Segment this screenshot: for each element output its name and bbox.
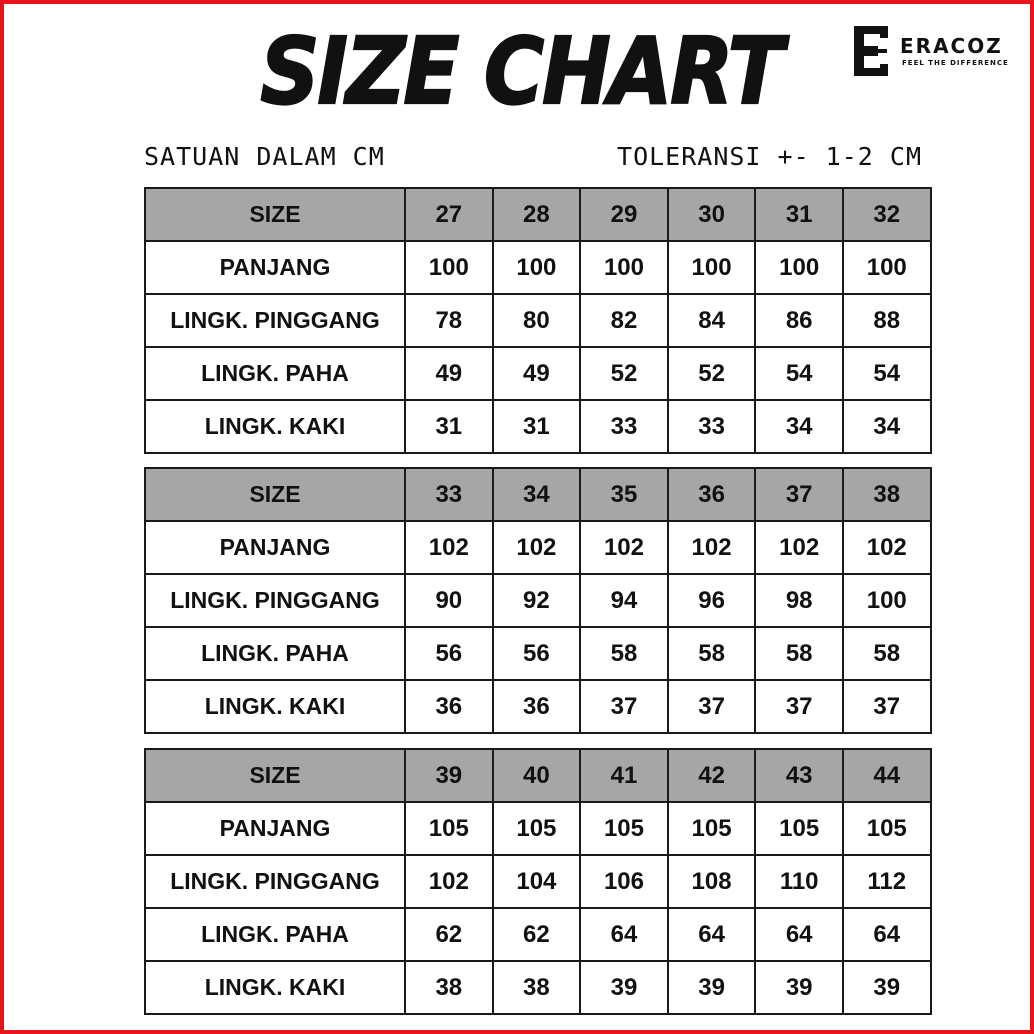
measurement-cell: 90: [405, 574, 493, 627]
measurement-cell: 102: [843, 521, 931, 574]
size-header-cell: 42: [668, 749, 756, 802]
measurement-cell: 100: [755, 241, 843, 294]
size-header-cell: 39: [405, 749, 493, 802]
measurement-cell: 56: [493, 627, 581, 680]
row-label: LINGK. KAKI: [145, 961, 405, 1014]
size-header-cell: 38: [843, 468, 931, 521]
measurement-cell: 64: [580, 908, 668, 961]
measurement-cell: 98: [755, 574, 843, 627]
measurement-cell: 54: [755, 347, 843, 400]
table-row: [145, 400, 931, 453]
page-title: SIZE CHART: [260, 19, 782, 126]
size-header-cell: 41: [580, 749, 668, 802]
table-header-row: [145, 468, 931, 521]
table-row: [145, 521, 931, 574]
measurement-cell: 100: [843, 241, 931, 294]
measurement-cell: 62: [405, 908, 493, 961]
table-row: [145, 627, 931, 680]
size-header-cell: 30: [668, 188, 756, 241]
unit-note: SATUAN DALAM CM: [144, 142, 385, 171]
size-header-cell: 43: [755, 749, 843, 802]
measurement-cell: 49: [493, 347, 581, 400]
measurement-cell: 52: [668, 347, 756, 400]
measurement-cell: 34: [843, 400, 931, 453]
row-label: LINGK. PAHA: [145, 908, 405, 961]
measurement-cell: 58: [580, 627, 668, 680]
measurement-cell: 37: [755, 680, 843, 733]
measurement-cell: 37: [843, 680, 931, 733]
size-header-cell: 31: [755, 188, 843, 241]
measurement-cell: 56: [405, 627, 493, 680]
row-label: SIZE: [145, 188, 405, 241]
size-header-cell: 44: [843, 749, 931, 802]
brand-name: ERACOZ: [900, 34, 1003, 58]
size-header-cell: 33: [405, 468, 493, 521]
row-label: LINGK. PAHA: [145, 347, 405, 400]
row-label: LINGK. KAKI: [145, 680, 405, 733]
measurement-cell: 104: [493, 855, 581, 908]
table-row: [145, 855, 931, 908]
measurement-cell: 102: [755, 521, 843, 574]
measurement-cell: 102: [668, 521, 756, 574]
size-header-cell: 27: [405, 188, 493, 241]
table-header-row: [145, 749, 931, 802]
brand-tagline: FEEL THE DIFFERENCE: [902, 59, 1009, 67]
measurement-cell: 86: [755, 294, 843, 347]
table-row: [145, 294, 931, 347]
measurement-cell: 100: [668, 241, 756, 294]
measurement-cell: 38: [493, 961, 581, 1014]
measurement-cell: 49: [405, 347, 493, 400]
row-label: PANJANG: [145, 802, 405, 855]
row-label: LINGK. PAHA: [145, 627, 405, 680]
brand-logo: [850, 22, 1030, 84]
measurement-cell: 112: [843, 855, 931, 908]
measurement-cell: 94: [580, 574, 668, 627]
measurement-cell: 38: [405, 961, 493, 1014]
measurement-cell: 80: [493, 294, 581, 347]
row-label: LINGK. PINGGANG: [145, 294, 405, 347]
row-label: PANJANG: [145, 241, 405, 294]
measurement-cell: 100: [843, 574, 931, 627]
measurement-cell: 37: [580, 680, 668, 733]
measurement-cell: 106: [580, 855, 668, 908]
row-label: SIZE: [145, 749, 405, 802]
measurement-cell: 34: [755, 400, 843, 453]
measurement-cell: 31: [493, 400, 581, 453]
measurement-cell: 108: [668, 855, 756, 908]
measurement-cell: 52: [580, 347, 668, 400]
measurement-cell: 100: [493, 241, 581, 294]
measurement-cell: 31: [405, 400, 493, 453]
measurement-cell: 54: [843, 347, 931, 400]
measurement-cell: 105: [668, 802, 756, 855]
table-row: [145, 908, 931, 961]
measurement-cell: 92: [493, 574, 581, 627]
measurement-cell: 102: [493, 521, 581, 574]
table-row: [145, 574, 931, 627]
table-row: [145, 680, 931, 733]
row-label: LINGK. PINGGANG: [145, 855, 405, 908]
measurement-cell: 78: [405, 294, 493, 347]
measurement-cell: 33: [580, 400, 668, 453]
measurement-cell: 102: [405, 855, 493, 908]
size-header-cell: 29: [580, 188, 668, 241]
table-row: [145, 802, 931, 855]
table-row: [145, 347, 931, 400]
size-table-2: [144, 467, 932, 734]
row-label: LINGK. PINGGANG: [145, 574, 405, 627]
measurement-cell: 105: [493, 802, 581, 855]
measurement-cell: 102: [405, 521, 493, 574]
measurement-cell: 102: [580, 521, 668, 574]
measurement-cell: 105: [580, 802, 668, 855]
measurement-cell: 39: [668, 961, 756, 1014]
table-header-row: [145, 188, 931, 241]
measurement-cell: 82: [580, 294, 668, 347]
brand-logo-icon: [850, 22, 892, 80]
measurement-cell: 64: [843, 908, 931, 961]
measurement-cell: 105: [843, 802, 931, 855]
measurement-cell: 58: [843, 627, 931, 680]
table-row: [145, 241, 931, 294]
size-header-cell: 28: [493, 188, 581, 241]
measurement-cell: 64: [668, 908, 756, 961]
row-label: LINGK. KAKI: [145, 400, 405, 453]
size-header-cell: 40: [493, 749, 581, 802]
measurement-cell: 100: [405, 241, 493, 294]
measurement-cell: 37: [668, 680, 756, 733]
measurement-cell: 105: [405, 802, 493, 855]
measurement-cell: 64: [755, 908, 843, 961]
measurement-cell: 105: [755, 802, 843, 855]
measurement-cell: 39: [580, 961, 668, 1014]
measurement-cell: 58: [755, 627, 843, 680]
measurement-cell: 88: [843, 294, 931, 347]
size-table-1: [144, 187, 932, 454]
measurement-cell: 39: [843, 961, 931, 1014]
size-header-cell: 34: [493, 468, 581, 521]
row-label: SIZE: [145, 468, 405, 521]
row-label: PANJANG: [145, 521, 405, 574]
measurement-cell: 100: [580, 241, 668, 294]
measurement-cell: 62: [493, 908, 581, 961]
measurement-cell: 36: [493, 680, 581, 733]
size-header-cell: 35: [580, 468, 668, 521]
size-header-cell: 37: [755, 468, 843, 521]
measurement-cell: 110: [755, 855, 843, 908]
table-row: [145, 961, 931, 1014]
size-header-cell: 36: [668, 468, 756, 521]
size-header-cell: 32: [843, 188, 931, 241]
measurement-cell: 36: [405, 680, 493, 733]
measurement-cell: 96: [668, 574, 756, 627]
size-table-3: [144, 748, 932, 1015]
measurement-cell: 58: [668, 627, 756, 680]
measurement-cell: 39: [755, 961, 843, 1014]
tolerance-note: TOLERANSI +- 1-2 CM: [617, 142, 922, 171]
measurement-cell: 84: [668, 294, 756, 347]
measurement-cell: 33: [668, 400, 756, 453]
